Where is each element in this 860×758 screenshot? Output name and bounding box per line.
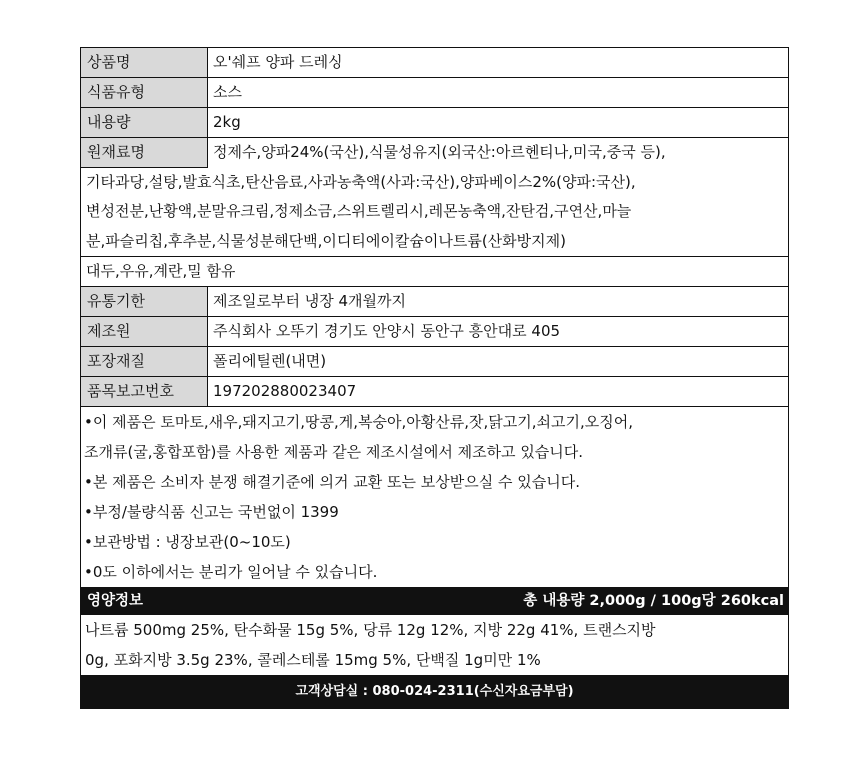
label-report-number: 품목보고번호 [81,377,208,406]
value-packaging: 폴리에틸렌(내면) [213,352,327,370]
label-packaging: 포장재질 [81,347,208,376]
nutrition-header [81,588,788,615]
nutrition-line: 나트륨 500mg 25%, 탄수화물 15g 5%, 당류 12g 12%, 지방 22g 41%, 트랜스지방 [85,621,656,639]
label-product-name: 상품명 [81,48,208,77]
nutrition-facts [81,615,788,676]
row-packaging [81,347,788,377]
row-manufacturer [81,317,788,347]
label-expiry: 유통기한 [81,287,208,316]
label-manufacturer: 제조원 [81,317,208,346]
label-food-type: 식품유형 [81,78,208,107]
nutrition-summary: 총 내용량 2,000g / 100g당 260kcal [523,593,784,609]
value-report-number: 197202880023407 [213,382,357,400]
notice-line: •보관방법 : 냉장보관(0~10도) [84,533,291,551]
row-product-name [81,48,788,78]
label-amount: 내용량 [81,108,208,137]
customer-service-footer: 고객상담실 : 080-024-2311(수신자요금부담) [81,676,788,708]
row-amount [81,108,788,138]
value-expiry: 제조일로부터 냉장 4개월까지 [213,292,406,310]
product-info-table [80,47,789,709]
row-ingredients [81,138,788,257]
notice-line: •본 제품은 소비자 분쟁 해결기준에 의거 교환 또는 보상받으실 수 있습니다. [84,473,580,491]
value-manufacturer: 주식회사 오뚜기 경기도 안양시 동안구 흥안대로 405 [213,322,561,340]
notice-line: •0도 이하에서는 분리가 일어날 수 있습니다. [84,563,378,581]
label-ingredients: 원재료명 [81,138,208,168]
notice-line: •이 제품은 토마토,새우,돼지고기,땅콩,게,복숭아,아황산류,잣,닭고기,쇠고기,오징어, [84,413,634,431]
notice-line: •부정/불량식품 신고는 국번없이 1399 [84,503,339,521]
ingredients-text-4: 분,파슬리칩,후추분,식물성분해단백,이디티에이칼슘이나트륨(산화방지제) [86,231,566,250]
row-report-number [81,377,788,407]
allergen-text: 대두,우유,계란,밀 함유 [86,262,236,280]
notice-line: 조개류(굴,홍합포함)를 사용한 제품과 같은 제조시설에서 제조하고 있습니다. [84,443,584,461]
row-expiry [81,287,788,317]
nutrition-title: 영양정보 [87,593,144,609]
row-food-type [81,78,788,108]
row-allergens [81,257,788,287]
ingredients-text-2: 기타과당,설탕,발효식초,탄산음료,사과농축액(사과:국산),양파베이스2%(양파:국산), [86,172,636,191]
notice-section [81,407,788,588]
value-product-name: 오'쉐프 양파 드레싱 [213,53,343,71]
nutrition-line: 0g, 포화지방 3.5g 23%, 콜레스테롤 15mg 5%, 단백질 1g미만 1% [85,651,541,669]
value-amount: 2kg [213,113,241,131]
value-food-type: 소스 [213,83,242,101]
ingredients-text-3: 변성전분,난황액,분말유크림,정제소금,스위트렐리시,레몬농축액,잔탄검,구연산,마늘 [86,202,632,220]
ingredients-line-1 [81,138,788,168]
ingredients-text-1: 정제수,양파24%(국산),식물성유지(외국산:아르헨티나,미국,중국 등), [213,143,666,161]
